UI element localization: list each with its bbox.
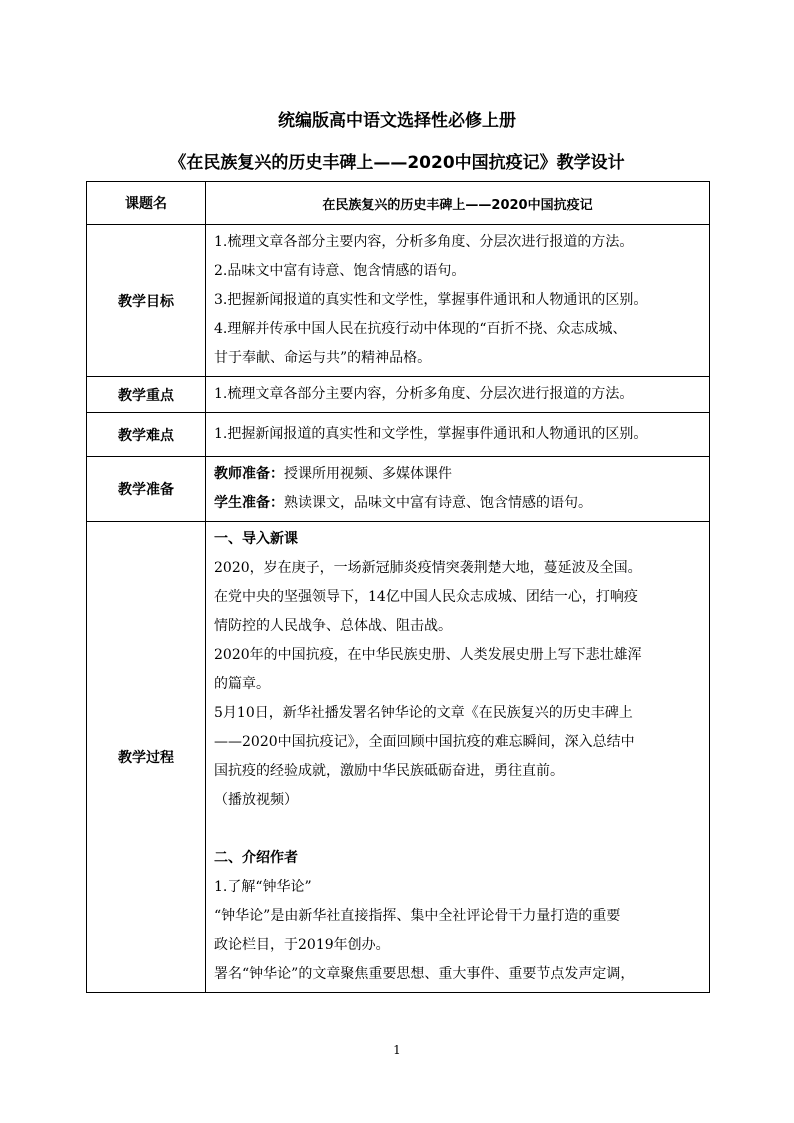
- goals-label: 教学目标: [87, 225, 206, 377]
- difficulty-content: [206, 413, 710, 457]
- table-row-goals: [87, 225, 710, 377]
- goal-item: 3.把握新闻报道的真实性和文学性，掌握事件通讯和人物通讯的区别。: [214, 292, 648, 308]
- goal-item: 4.理解并传承中国人民在抗疫行动中体现的“百折不挠、众志成城、: [214, 321, 627, 337]
- process-heading: 一、导入新课: [214, 531, 298, 547]
- key-label: 教学重点: [87, 377, 206, 413]
- key-item: 1.梳理文章各部分主要内容，分析多角度、分层次进行报道的方法。: [214, 386, 634, 402]
- process-line: 1.了解“钟华论”: [214, 879, 312, 895]
- goals-content: [206, 225, 710, 377]
- document-subtitle: 《在民族复兴的历史丰碑上——2020中国抗疫记》教学设计: [169, 153, 625, 173]
- goal-item: 1.梳理文章各部分主要内容，分析多角度、分层次进行报道的方法。: [214, 234, 634, 250]
- table-row-topic: [87, 182, 710, 225]
- process-line: 情防控的人民战争、总体战、阻击战。: [214, 618, 452, 634]
- table-row-prep: [87, 457, 710, 522]
- process-line: （播放视频）: [214, 792, 298, 808]
- process-line: 5月10日，新华社播发署名钟华论的文章《在民族复兴的历史丰碑上: [214, 705, 633, 721]
- prep-student: [214, 489, 705, 518]
- goal-item: 甘于奉献、命运与共”的精神品格。: [214, 350, 432, 366]
- topic-value: 在民族复兴的历史丰碑上——2020中国抗疫记: [206, 182, 710, 225]
- table-row-key: [87, 377, 710, 413]
- process-line: “钟华论”是由新华社直接指挥、集中全社评论骨干力量打造的重要: [214, 908, 621, 924]
- topic-label: 课题名: [87, 182, 206, 225]
- table-row-process: [87, 522, 710, 993]
- prep-student-label: 学生准备：: [214, 495, 284, 511]
- process-content: [206, 522, 710, 993]
- prep-teacher-value: 授课所用视频、多媒体课件: [284, 466, 452, 482]
- process-line: ——2020中国抗疫记》，全面回顾中国抗疫的难忘瞬间，深入总结中: [214, 734, 635, 750]
- blank-line: [214, 815, 705, 844]
- prep-teacher-label: 教师准备：: [214, 466, 284, 482]
- process-line: 署名“钟华论”的文章聚焦重要思想、重大事件、重要节点发声定调，: [214, 966, 635, 982]
- process-line: 国抗疫的经验成就，激励中华民族砥砺奋进，勇往直前。: [214, 763, 564, 779]
- lesson-plan-table: [86, 181, 710, 993]
- process-line: 在党中央的坚强领导下，14亿中国人民众志成城、团结一心，打响疫: [214, 589, 638, 605]
- key-content: [206, 377, 710, 413]
- prep-content: [206, 457, 710, 522]
- prep-label: 教学准备: [87, 457, 206, 522]
- process-line: 的篇章。: [214, 676, 270, 692]
- document-title: 统编版高中语文选择性必修上册: [278, 111, 516, 131]
- process-line: 2020，岁在庚子，一场新冠肺炎疫情突袭荆楚大地，蔓延波及全国。: [214, 560, 642, 576]
- process-label: 教学过程: [87, 522, 206, 993]
- goal-item: 2.品味文中富有诗意、饱含情感的语句。: [214, 263, 466, 279]
- prep-student-value: 熟读课文，品味文中富有诗意、饱含情感的语句。: [284, 495, 592, 511]
- page-number: 1: [393, 1043, 401, 1057]
- table-row-difficulty: [87, 413, 710, 457]
- prep-teacher: [214, 460, 705, 489]
- difficulty-label: 教学难点: [87, 413, 206, 457]
- difficulty-item: 1.把握新闻报道的真实性和文学性，掌握事件通讯和人物通讯的区别。: [214, 426, 648, 442]
- process-heading: 二、介绍作者: [214, 850, 298, 866]
- process-line: 2020年的中国抗疫，在中华民族史册、人类发展史册上写下悲壮雄浑: [214, 647, 642, 663]
- process-line: 政论栏目，于2019年创办。: [214, 937, 390, 953]
